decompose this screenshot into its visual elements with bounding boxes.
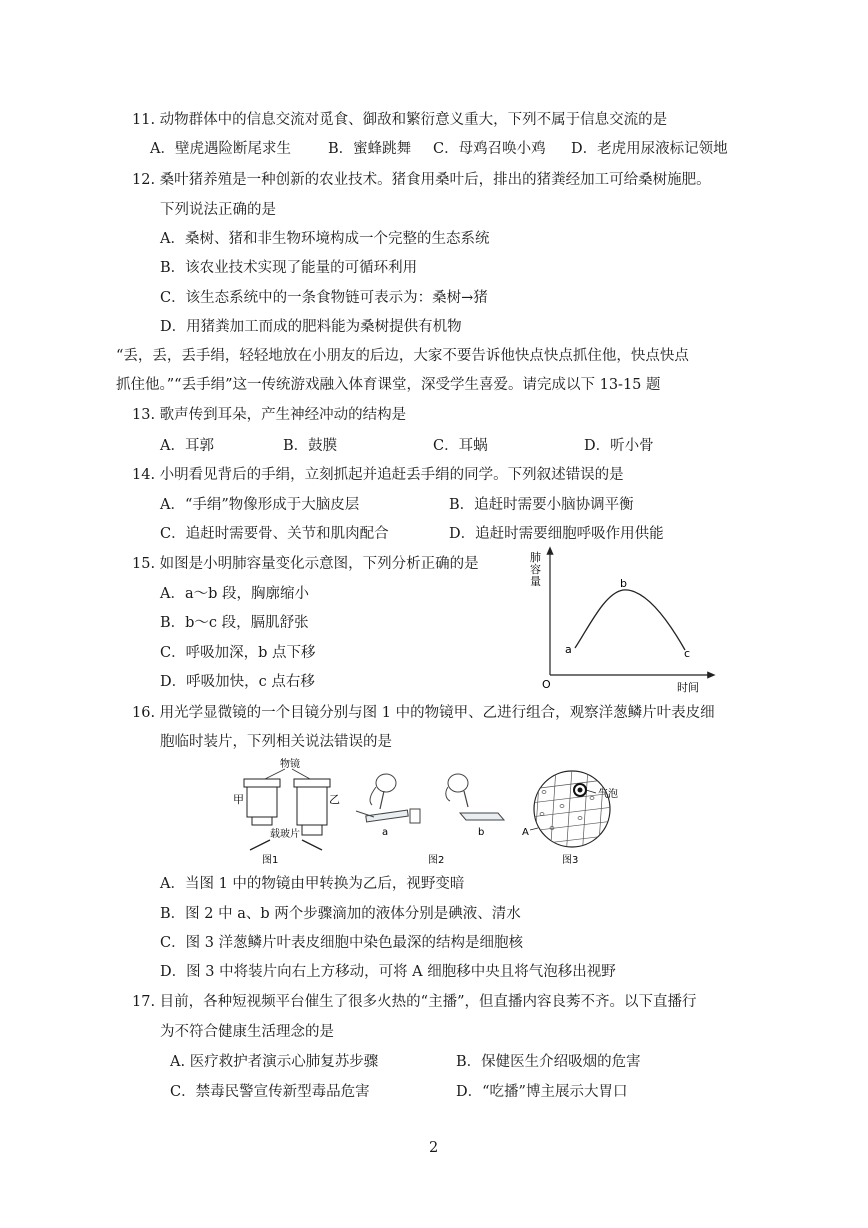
- q12-option-b: B．该农业技术实现了能量的可循环利用: [160, 260, 418, 276]
- x-label: 时间: [677, 681, 699, 694]
- q15-stem: 15. 如图是小明肺容量变化示意图，下列分析正确的是: [132, 556, 479, 572]
- q12-option-c: C．该生态系统中的一条食物链可表示为：桑树→猪: [160, 290, 488, 306]
- figure-3-field: [522, 768, 652, 867]
- q16-option-b: B．图 2 中 a、b 两个步骤滴加的液体分别是碘液、清水: [160, 906, 521, 922]
- bubble-label: 气泡: [598, 789, 618, 800]
- q17-option-c: C．禁毒民警宣传新型毒品危害: [170, 1084, 370, 1100]
- page-number: 2: [429, 1140, 439, 1156]
- slide-label: 载玻片: [270, 829, 300, 840]
- slide-left: [250, 840, 270, 850]
- jia-label: 甲: [233, 793, 244, 806]
- q11-stem: 11. 动物群体中的信息交流对觅食、御敌和繁衍意义重大，下列不属于信息交流的是: [132, 112, 668, 128]
- slide-right: [302, 840, 322, 850]
- q16-stem-line1: 16. 用光学显微镜的一个目镜分别与图 1 中的物镜甲、乙进行组合，观察洋葱鳞片叶表皮细: [132, 705, 715, 721]
- y-label-1: 肺容量: [530, 551, 541, 588]
- figure-2-steps: [348, 765, 523, 867]
- figure-1-objectives: [230, 755, 340, 867]
- point-c-label: c: [684, 647, 691, 660]
- q13-option-a: A．耳郭: [160, 438, 214, 454]
- q14-stem: 14. 小明看见背后的手绢，立刻抓起并追赶丢手绢的同学。下列叙述错误的是: [132, 467, 624, 483]
- lung-capacity-graph: [520, 545, 720, 700]
- q17-option-b: B．保健医生介绍吸烟的危害: [456, 1054, 641, 1070]
- q17-option-a: A. 医疗救护者演示心肺复苏步骤: [170, 1054, 379, 1070]
- q14-option-b: B．追赶时需要小脑协调平衡: [449, 497, 634, 513]
- q16-option-c: C．图 3 洋葱鳞片叶表皮细胞中染色最深的结构是细胞核: [160, 935, 524, 951]
- q13-option-b: B．鼓膜: [283, 438, 338, 454]
- q16-option-a: A．当图 1 中的物镜由甲转换为乙后，视野变暗: [160, 876, 465, 892]
- q15-option-a: A．a～b 段，胸廓缩小: [160, 586, 310, 602]
- capacity-curve: [575, 590, 685, 650]
- objective-jia: [244, 779, 280, 825]
- q15-option-c: C．呼吸加深，b 点下移: [160, 645, 316, 661]
- q16-stem-line2: 胞临时装片，下列相关说法错误的是: [160, 734, 392, 750]
- q12-stem-line2: 下列说法正确的是: [160, 202, 276, 218]
- q13-option-d: D．听小骨: [584, 438, 654, 454]
- objective-label: 物镜: [280, 759, 300, 770]
- q11-option-c: C．母鸡召唤小鸡: [433, 141, 546, 157]
- yi-label: 乙: [329, 793, 340, 806]
- q15-option-d: D．呼吸加快，c 点右移: [160, 674, 315, 690]
- q17-stem-line1: 17. 目前，各种短视频平台催生了很多火热的“主播”，但直播内容良莠不齐。以下直播行: [132, 994, 697, 1010]
- point-a-label: a: [565, 643, 572, 656]
- q12-stem-line1: 12. 桑叶猪养殖是一种创新的农业技术。猪食用桑叶后，排出的猪粪经加工可给桑树施肥。: [132, 172, 711, 188]
- q11-option-a: A．壁虎遇险断尾求生: [150, 141, 291, 157]
- q13-stem: 13. 歌声传到耳朵，产生神经冲动的结构是: [132, 407, 407, 423]
- step-b-illustration: [446, 774, 504, 820]
- q13-option-c: C．耳蜗: [433, 438, 488, 454]
- q11-option-b: B．蜜蜂跳舞: [328, 141, 412, 157]
- fig1-caption: 图1: [262, 855, 279, 866]
- intro-line2: 抓住他。”“丢手绢”这一传统游戏融入体育课堂，深受学生喜爱。请完成以下 13-15 题: [116, 377, 661, 393]
- step-b-label: b: [478, 827, 485, 838]
- q15-option-b: B．b～c 段，膈肌舒张: [160, 615, 309, 631]
- intro-line1: “丢，丢，丢手绢，轻轻地放在小朋友的后边，大家不要告诉他快点快点抓住他，快点快点: [116, 348, 689, 364]
- origin-label: O: [542, 678, 551, 691]
- objective-yi: [294, 779, 330, 835]
- q14-option-a: A．“手绢”物像形成于大脑皮层: [160, 497, 360, 513]
- q14-option-d: D．追赶时需要细胞呼吸作用供能: [449, 526, 664, 542]
- q17-option-d: D．“吃播”博主展示大胃口: [456, 1084, 628, 1100]
- q17-stem-line2: 为不符合健康生活理念的是: [160, 1024, 334, 1040]
- q11-option-d: D．老虎用尿液标记领地: [571, 141, 728, 157]
- q12-option-d: D．用猪粪加工而成的肥料能为桑树提供有机物: [160, 319, 462, 335]
- cell-a-label: A: [522, 827, 529, 838]
- q12-option-a: A．桑树、猪和非生物环境构成一个完整的生态系统: [160, 231, 490, 247]
- q16-option-d: D．图 3 中将装片向右上方移动，可将 A 细胞移中央且将气泡移出视野: [160, 964, 616, 980]
- point-b-label: b: [620, 577, 627, 590]
- fig3-caption: 图3: [562, 855, 579, 866]
- q14-option-c: C．追赶时需要骨、关节和肌肉配合: [160, 526, 389, 542]
- step-a-label: a: [382, 827, 389, 838]
- fig2-caption: 图2: [428, 855, 445, 866]
- step-a-illustration: [356, 774, 420, 823]
